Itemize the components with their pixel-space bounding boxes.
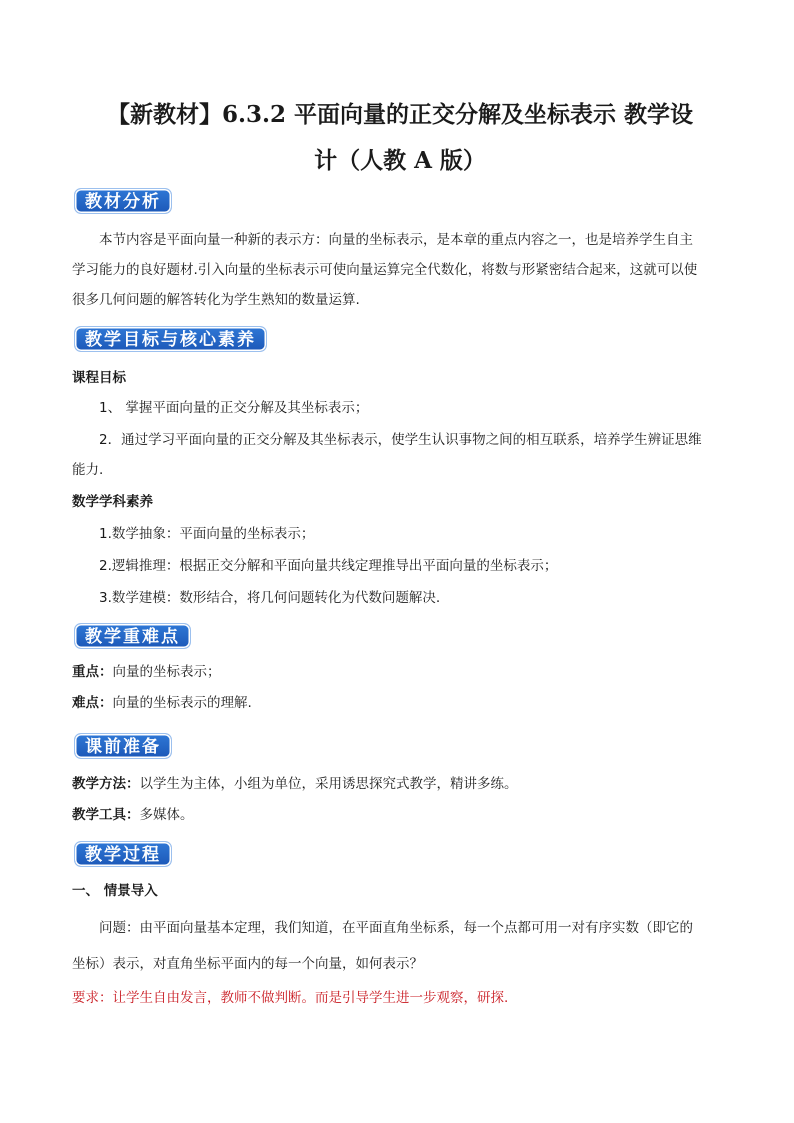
intro-heading: 一、 情景导入 bbox=[72, 883, 158, 899]
course-goal-item-2-cont: 能力. bbox=[72, 462, 104, 478]
section-badge-keypoints: 教学重难点 bbox=[74, 623, 191, 649]
difficult-point-label: 难点： bbox=[72, 695, 113, 711]
question-line-2: 坐标）表示，对直角坐标平面内的每一个向量，如何表示？ bbox=[72, 956, 423, 972]
key-point-line bbox=[72, 662, 732, 683]
section-badge-process: 教学过程 bbox=[74, 841, 172, 867]
analysis-line-1: 本节内容是平面向量一种新的表示方：向量的坐标表示，是本章的重点内容之一，也是培养学生自主 bbox=[99, 232, 693, 248]
teaching-method-label: 教学方法： bbox=[72, 776, 140, 792]
key-point-label: 重点： bbox=[72, 664, 113, 680]
analysis-line-3: 很多几何问题的解答转化为学生熟知的数量运算. bbox=[72, 292, 360, 308]
section-badge-prep: 课前准备 bbox=[74, 733, 172, 759]
key-point-text: 向量的坐标表示； bbox=[112, 664, 221, 680]
document-title-line-2: 计（人教 A 版） bbox=[314, 147, 486, 174]
literacy-item-1: 1.数学抽象：平面向量的坐标表示； bbox=[99, 526, 315, 542]
difficult-point-text: 向量的坐标表示的理解. bbox=[112, 695, 252, 711]
course-goal-item-2: 2．通过学习平面向量的正交分解及其坐标表示，使学生认识事物之间的相互联系，培养学生辨证思维 bbox=[99, 432, 702, 448]
literacy-item-2: 2.逻辑推理：根据正交分解和平面向量共线定理推导出平面向量的坐标表示； bbox=[99, 558, 558, 574]
course-goals-heading: 课程目标 bbox=[72, 370, 126, 386]
requirement-text: 要求：让学生自由发言，教师不做判断。而是引导学生进一步观察，研探. bbox=[72, 990, 509, 1006]
literacy-item-3: 3.数学建模：数形结合，将几何问题转化为代数问题解决. bbox=[99, 590, 441, 606]
document-title-line-1: 【新教材】6.3.2 平面向量的正交分解及坐标表示 教学设 bbox=[106, 101, 694, 128]
difficult-point-line bbox=[72, 693, 732, 714]
question-line-1: 问题：由平面向量基本定理，我们知道，在平面直角坐标系，每一个点都可用一对有序实数（即它的 bbox=[99, 920, 693, 936]
literacy-heading: 数学学科素养 bbox=[72, 494, 153, 510]
teaching-tools-label: 教学工具： bbox=[72, 807, 140, 823]
course-goal-item-1: 1、 掌握平面向量的正交分解及其坐标表示； bbox=[99, 400, 369, 416]
teaching-tools-line bbox=[72, 805, 732, 826]
section-badge-analysis: 教材分析 bbox=[74, 188, 172, 214]
section-badge-goals: 教学目标与核心素养 bbox=[74, 326, 267, 352]
teaching-method-text: 以学生为主体，小组为单位，采用诱思探究式教学，精讲多练。 bbox=[139, 776, 518, 792]
teaching-tools-text: 多媒体。 bbox=[139, 807, 194, 823]
analysis-line-2: 学习能力的良好题材.引入向量的坐标表示可使向量运算完全代数化，将数与形紧密结合起来，这就可以使 bbox=[72, 262, 698, 278]
teaching-method-line bbox=[72, 774, 732, 795]
